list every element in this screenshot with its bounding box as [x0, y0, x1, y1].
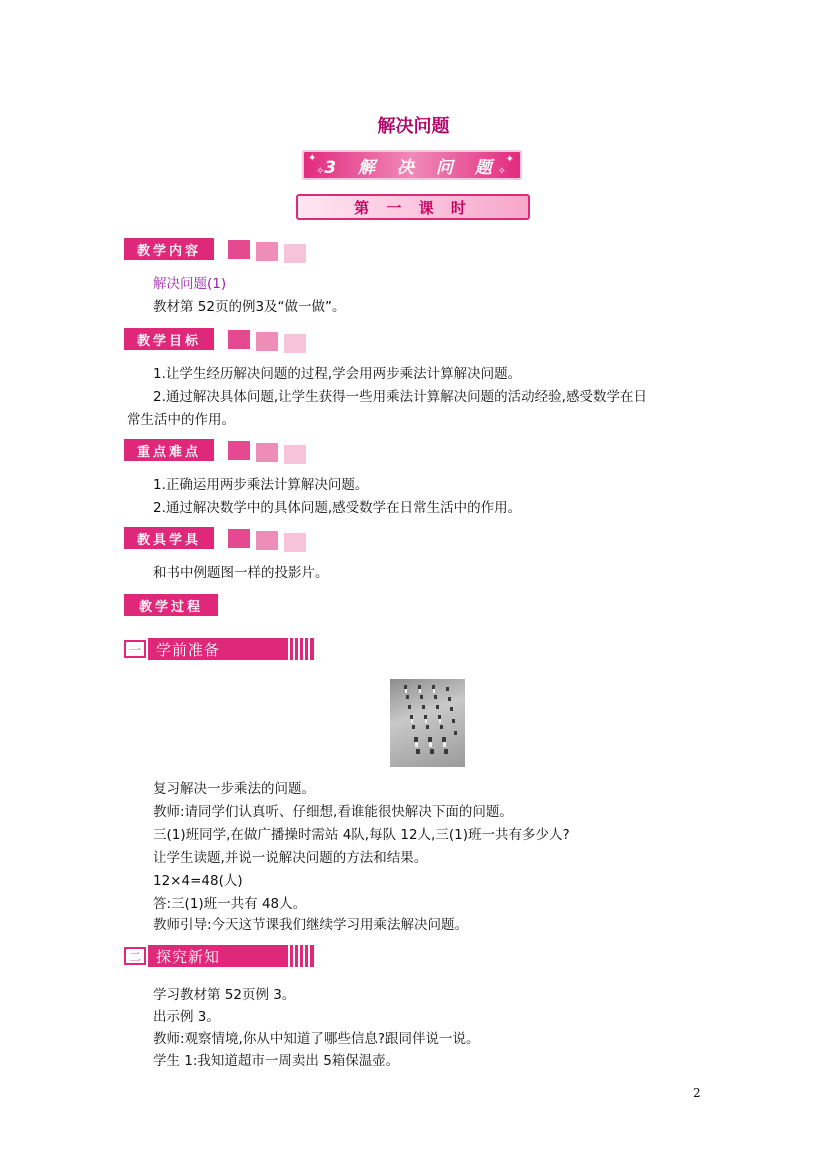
- decor-square: [228, 529, 250, 548]
- unit-banner-text: 3 解 决 问 题: [324, 157, 500, 178]
- goal-line: 1.让学生经历解决问题的过程,学会用两步乘法计算解决问题。: [153, 366, 522, 382]
- phase1-line: 教师引导:今天这节课我们继续学习用乘法解决问题。: [153, 917, 469, 933]
- decor-square: [284, 533, 306, 552]
- stripes-decoration: [288, 945, 310, 967]
- phase-label: 探究新知: [156, 947, 221, 966]
- phase2-line: 学生 1:我知道超市一周卖出 5箱保温壶。: [153, 1053, 400, 1069]
- decor-square: [228, 240, 250, 259]
- phase1-line: 三(1)班同学,在做广播操时需站 4队,每队 12人,三(1)班一共有多少人?: [153, 827, 570, 843]
- phase2-line: 教师:观察情境,你从中知道了哪些信息?跟同伴说一说。: [153, 1031, 480, 1047]
- students-lineup-image: [390, 679, 465, 767]
- phase1-line: 让学生读题,并说一说解决问题的方法和结果。: [153, 850, 428, 866]
- decor-square: [256, 332, 278, 351]
- phase1-line: 答:三(1)班一共有 48人。: [153, 896, 307, 912]
- section-content-label: 教学内容: [124, 238, 214, 260]
- tool-line: 和书中例题图一样的投影片。: [153, 565, 329, 581]
- phase-number: 一: [124, 640, 146, 658]
- broadcast-exercise-photo: [390, 679, 465, 767]
- decor-square: [228, 441, 250, 460]
- phase2-line: 出示例 3。: [153, 1009, 220, 1025]
- phase1-line: 教师:请同学们认真听、仔细想,看谁能很快解决下面的问题。: [153, 804, 513, 820]
- keypoint-line: 1.正确运用两步乘法计算解决问题。: [153, 477, 369, 493]
- phase-header-1: [124, 638, 314, 660]
- decor-square: [256, 242, 278, 261]
- section-tools-label: 教具学具: [124, 527, 214, 549]
- section-goals-label: 教学目标: [124, 328, 214, 350]
- decor-square: [284, 334, 306, 353]
- star-icon: ✧: [316, 166, 325, 177]
- star-icon: ✧: [497, 166, 506, 177]
- section-keypoints-label: 重点难点: [124, 439, 214, 461]
- decor-square: [284, 445, 306, 464]
- star-icon: ✦: [505, 154, 514, 165]
- document-title: 解决问题: [377, 116, 450, 137]
- content-line: 解决问题(1): [153, 276, 227, 292]
- star-icon: ✦: [308, 153, 317, 164]
- decor-square: [284, 244, 306, 263]
- phase-bar: [148, 945, 314, 967]
- phase-number: 二: [124, 947, 146, 965]
- unit-banner: [302, 150, 522, 180]
- page-number: 2: [693, 1086, 701, 1100]
- section-process-label: 教学过程: [124, 594, 218, 616]
- decor-square: [228, 330, 250, 349]
- stripes-decoration: [288, 638, 310, 660]
- decor-square: [256, 443, 278, 462]
- phase-header-2: [124, 945, 314, 967]
- goal-line: 常生活中的作用。: [127, 412, 235, 428]
- decor-square: [256, 531, 278, 550]
- phase2-line: 学习教材第 52页例 3。: [153, 987, 296, 1003]
- phase-label: 学前准备: [156, 640, 221, 659]
- lesson-banner-text: 第 一 课 时: [354, 198, 472, 217]
- content-line: 教材第 52页的例3及“做一做”。: [153, 299, 346, 315]
- phase-bar: [148, 638, 314, 660]
- phase1-line: 12×4=48(人): [153, 873, 243, 889]
- goal-line: 2.通过解决具体问题,让学生获得一些用乘法计算解决问题的活动经验,感受数学在日: [153, 389, 647, 405]
- lesson-banner: [296, 194, 530, 220]
- keypoint-line: 2.通过解决数学中的具体问题,感受数学在日常生活中的作用。: [153, 500, 522, 516]
- phase1-line: 复习解决一步乘法的问题。: [153, 781, 315, 797]
